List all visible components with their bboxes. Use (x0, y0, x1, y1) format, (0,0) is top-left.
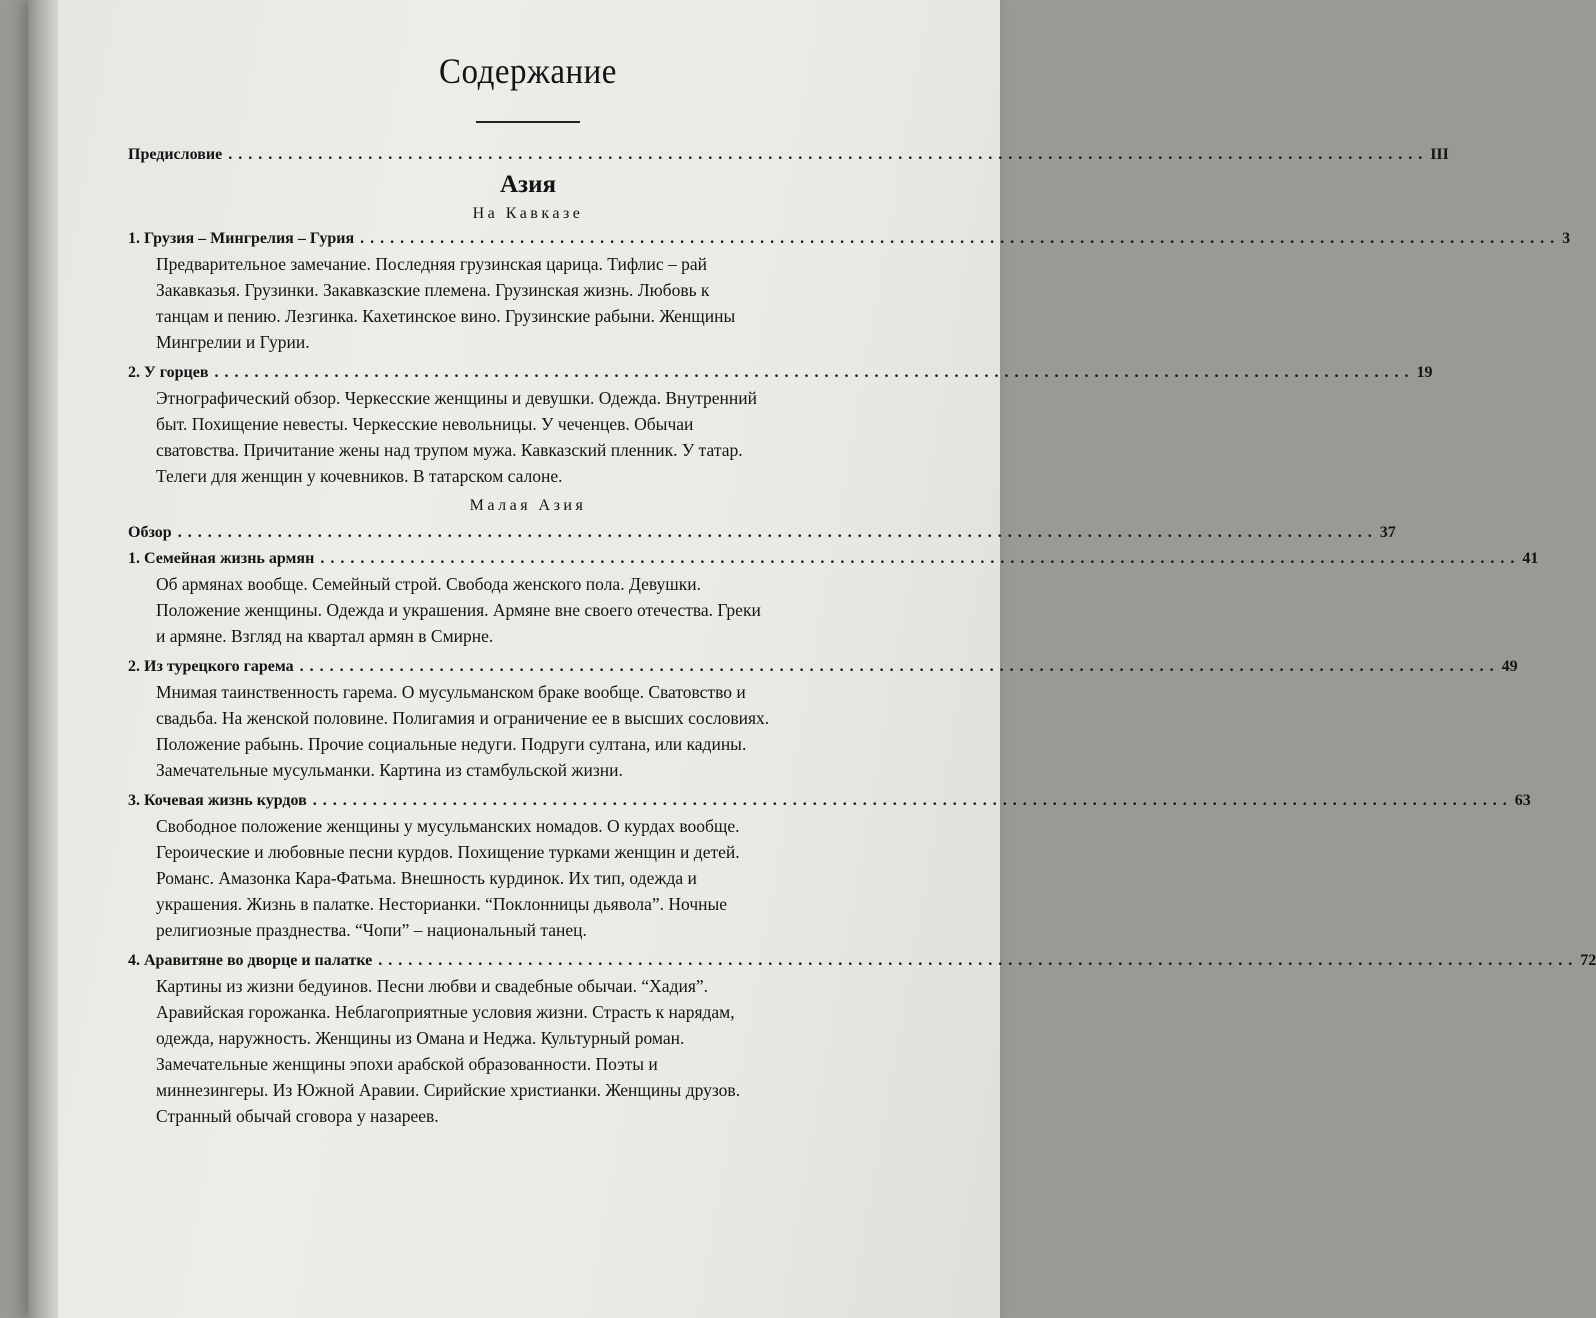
toc-entry (128, 523, 1396, 543)
toc-entry (128, 549, 1539, 569)
toc-page-number: 63 (1514, 792, 1531, 809)
toc-entry (128, 791, 1531, 811)
dot-leader: ........................................................................................................................ (299, 658, 1500, 675)
part-heading: Азия (499, 171, 557, 198)
book-page (28, 0, 1596, 1318)
toc-page-number: III (1430, 146, 1449, 163)
description-line: Аравийская горожанка. Неблагоприятные условия жизни. Страсть к нарядам, (156, 1002, 735, 1022)
dot-leader: ........................................................................................................................ (378, 952, 1579, 969)
description-line: и армяне. Взгляд на квартал армян в Смирне. (156, 626, 494, 646)
toc-entry-description (156, 251, 928, 355)
description-line: украшения. Жизнь в палатке. Несторианки. “Поклонницы дьявола”. Ночные (156, 894, 728, 914)
description-line: быт. Похищение невесты. Черкесские невольницы. У чеченцев. Обычаи (156, 414, 694, 434)
toc-entry (128, 951, 1596, 971)
description-line: Странный обычай сговора у назареев. (156, 1106, 439, 1126)
toc-entry-description (156, 385, 928, 489)
description-line: религиозные празднества. “Чопи” – национальный танец. (156, 920, 587, 940)
section-heading: Малая Азия (469, 497, 587, 514)
toc-entry-label: Обзор (128, 524, 172, 541)
toc-entry-label: 4. Аравитяне во дворце и палатке (128, 952, 373, 969)
toc-entry-label: Предисловие (128, 146, 223, 163)
dot-leader: ........................................................................................................................ (177, 524, 1378, 541)
description-line: Этнографический обзор. Черкесские женщины и девушки. Одежда. Внутренний (156, 388, 757, 408)
toc-page-number: 72 (1580, 952, 1596, 969)
toc-entry-description (156, 973, 928, 1129)
description-line: миннезингеры. Из Южной Аравии. Сирийские христианки. Женщины друзов. (156, 1080, 741, 1100)
toc-entry-label: 2. У горцев (128, 364, 209, 381)
description-line: Замечательные женщины эпохи арабской образованности. Поэты и (156, 1054, 658, 1074)
page-gutter-shadow (28, 0, 58, 1318)
toc-entry-preface (128, 145, 1449, 165)
description-line: Положение рабынь. Прочие социальные недуги. Подруги султана, или кадины. (156, 734, 747, 754)
description-line: Свободное положение женщины у мусульманских номадов. О курдах вообще. (156, 816, 740, 836)
toc-page-number: 19 (1416, 364, 1433, 381)
toc-entry-label: 1. Грузия – Мингрелия – Гурия (128, 230, 355, 247)
description-line: Героические и любовные песни курдов. Похищение турками женщин и детей. (156, 842, 740, 862)
table-of-contents (128, 40, 1596, 1129)
toc-page-number: 3 (1562, 230, 1571, 247)
description-line: Предварительное замечание. Последняя грузинская царица. Тифлис – рай (156, 254, 708, 274)
description-line: Об армянах вообще. Семейный строй. Свобода женского пола. Девушки. (156, 574, 701, 594)
toc-page-number: 37 (1379, 524, 1396, 541)
toc-entry-description (156, 679, 928, 783)
toc-entry (128, 363, 1433, 383)
dot-leader: ........................................................................................................................ (214, 364, 1415, 381)
toc-entry (128, 229, 1571, 249)
toc-entry (128, 657, 1518, 677)
dot-leader: ........................................................................................................................ (312, 792, 1513, 809)
description-line: Романс. Амазонка Кара-Фатьма. Внешность курдинок. Их тип, одежда и (156, 868, 697, 888)
description-line: сватовства. Причитание жены над трупом мужа. Кавказский пленник. У татар. (156, 440, 743, 460)
toc-entry-label: 2. Из турецкого гарема (128, 658, 294, 675)
description-line: Замечательные мусульманки. Картина из стамбульской жизни. (156, 760, 623, 780)
toc-page-number: 41 (1522, 550, 1539, 567)
dot-leader: ........................................................................................................................ (228, 146, 1429, 163)
description-line: одежда, наружность. Женщины из Омана и Неджа. Культурный роман. (156, 1028, 685, 1048)
dot-leader: ........................................................................................................................ (360, 230, 1561, 247)
title-rule (476, 121, 580, 123)
section-heading: На Кавказе (472, 205, 584, 222)
description-line: Положение женщины. Одежда и украшения. Армяне вне своего отечества. Греки (156, 600, 761, 620)
description-line: Закавказья. Грузинки. Закавказские племена. Грузинская жизнь. Любовь к (156, 280, 710, 300)
description-line: Картины из жизни бедуинов. Песни любви и свадебные обычаи. “Хадия”. (156, 976, 709, 996)
description-line: танцам и пению. Лезгинка. Кахетинское вино. Грузинские рабыни. Женщины (156, 306, 736, 326)
description-line: Телеги для женщин у кочевников. В татарском салоне. (156, 466, 563, 486)
toc-entry-label: 1. Семейная жизнь армян (128, 550, 315, 567)
description-line: свадьба. На женской половине. Полигамия и ограничение ее в высших сословиях. (156, 708, 770, 728)
dot-leader: ........................................................................................................................ (320, 550, 1521, 567)
toc-entry-description (156, 813, 928, 943)
toc-page-number: 49 (1501, 658, 1518, 675)
toc-entry-description (156, 571, 928, 649)
page-title: Содержание (439, 52, 617, 92)
toc-entry-label: 3. Кочевая жизнь курдов (128, 792, 307, 809)
description-line: Мингрелии и Гурии. (156, 332, 310, 352)
description-line: Мнимая таинственность гарема. О мусульманском браке вообще. Сватовство и (156, 682, 746, 702)
